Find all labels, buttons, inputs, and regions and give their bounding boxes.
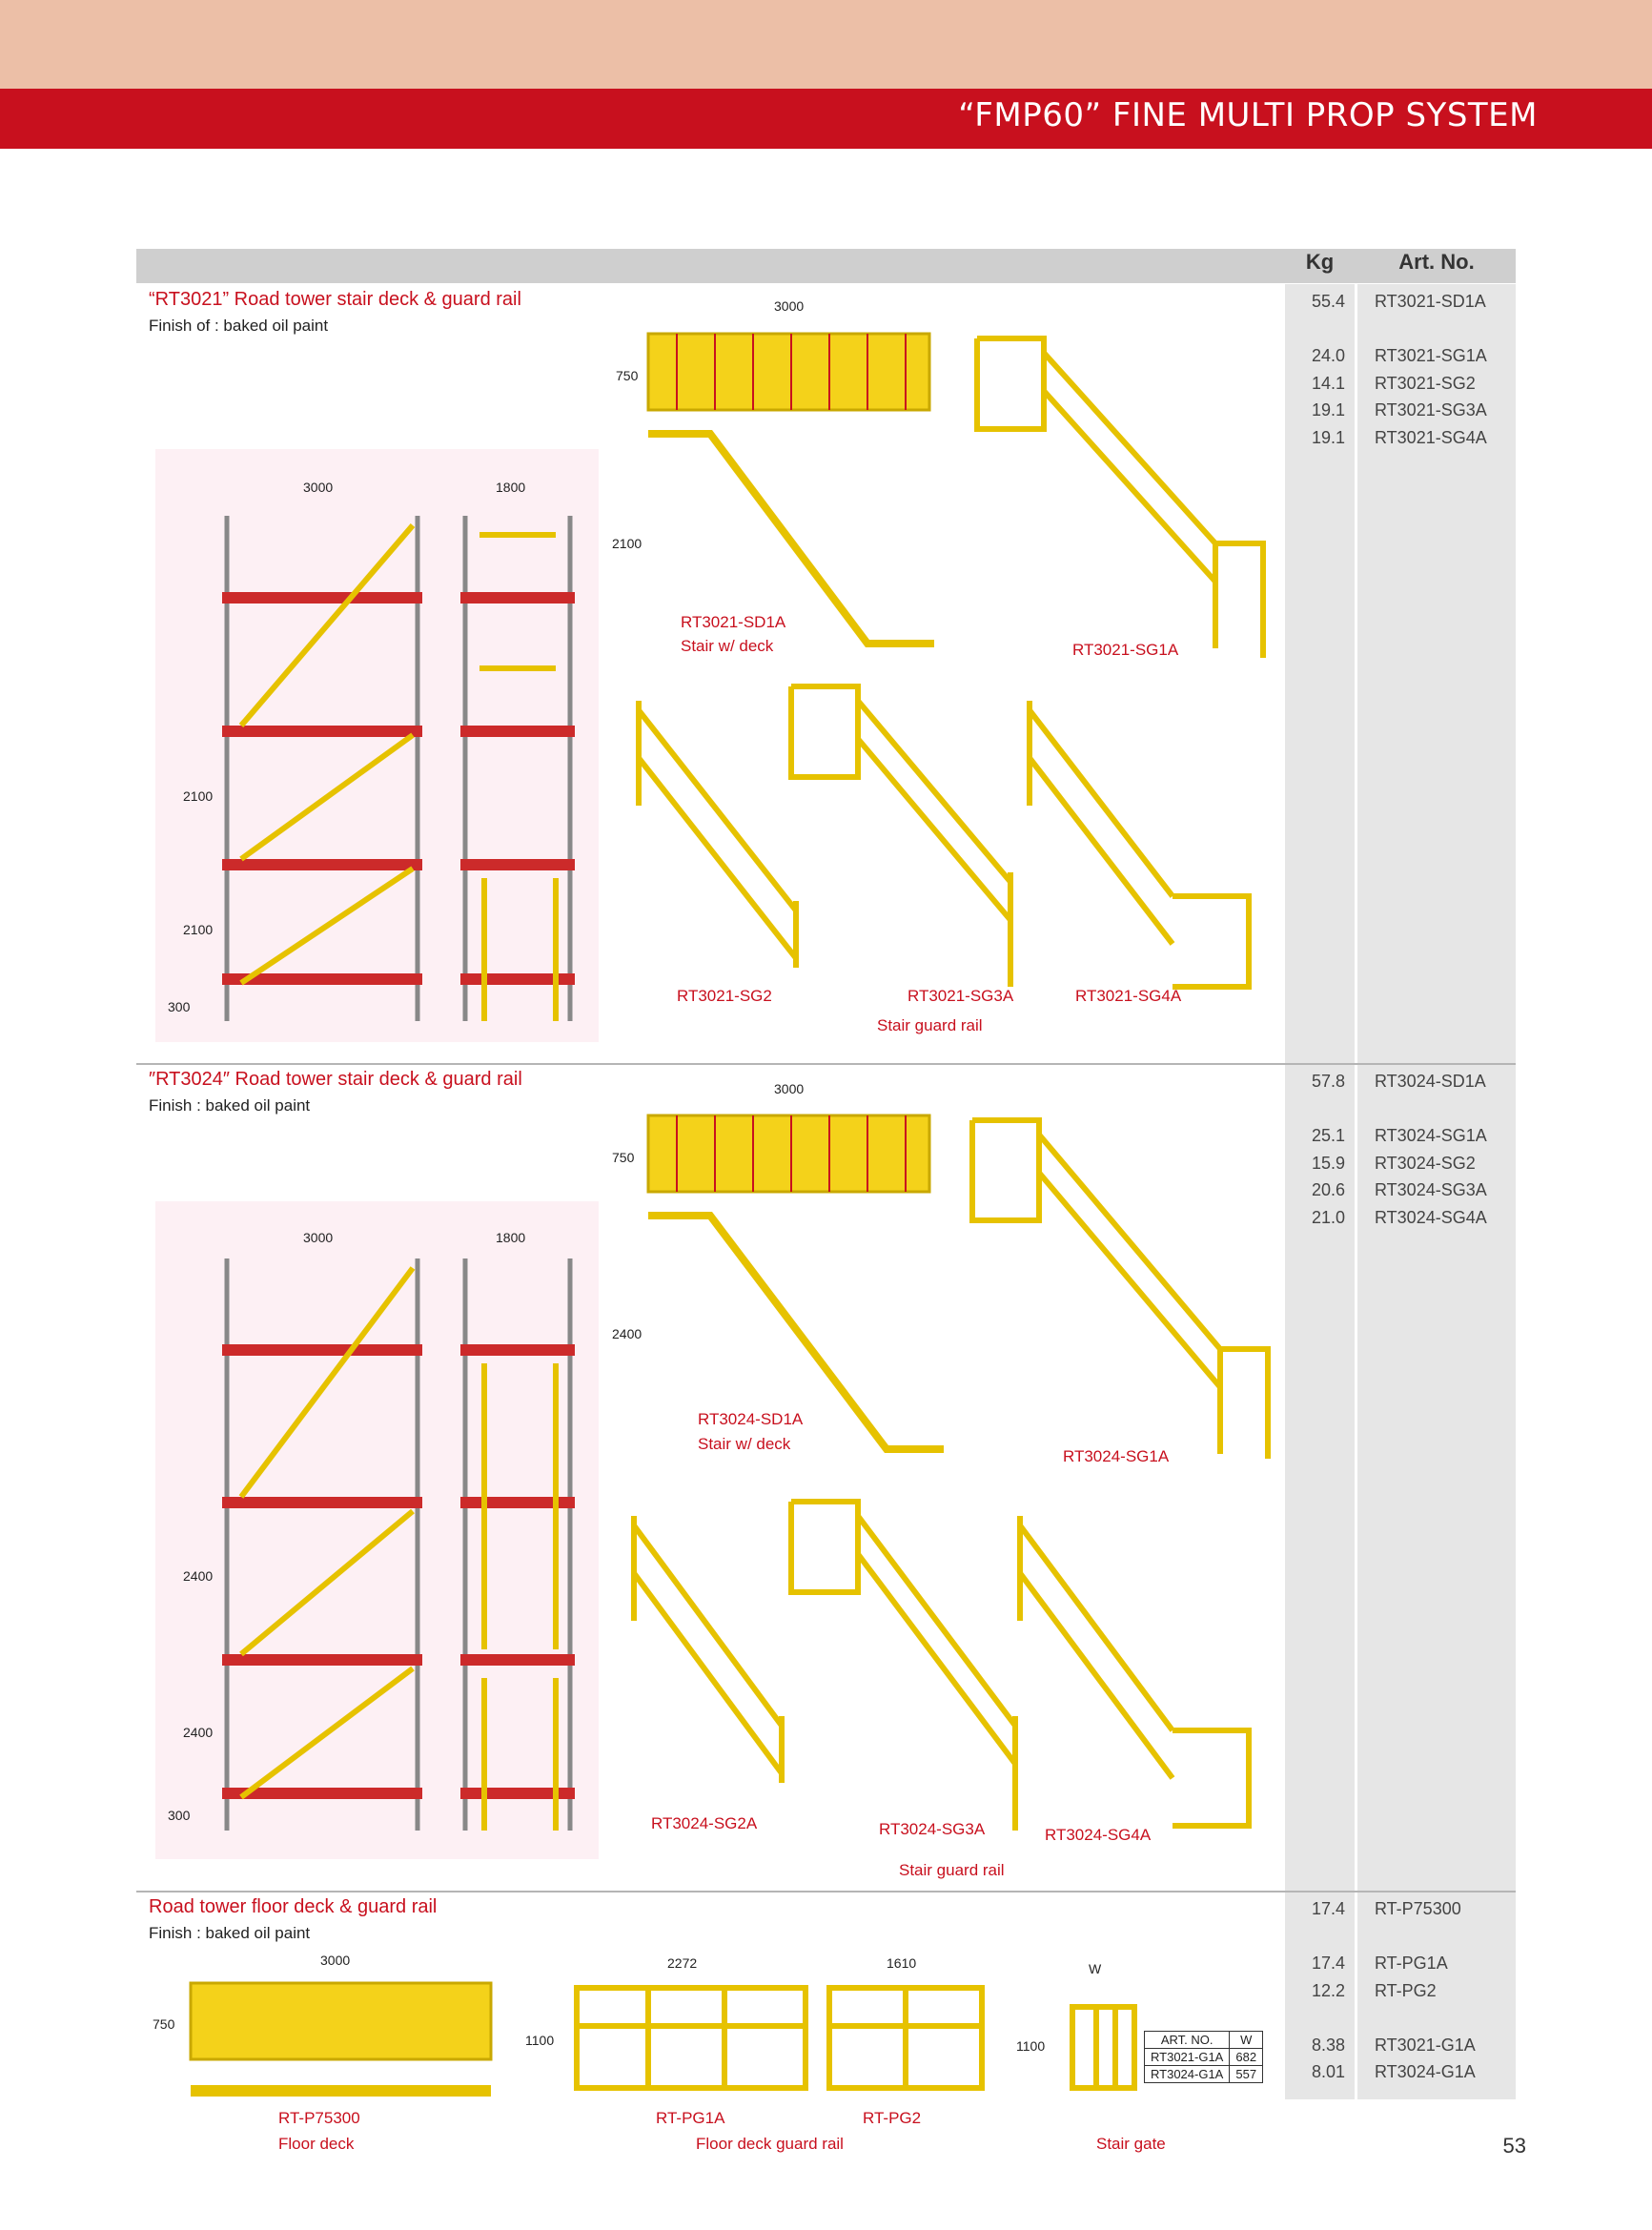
art-values: RT3021-SD1A RT3021-SG1A RT3021-SG2 RT3021-SG3A RT3021-SG4A [1375,292,1487,447]
label-stair-deck: RT3024-SD1A [698,1410,804,1428]
label-floor-deck: RT-P75300 [278,2109,360,2127]
label-guard-rail: RT3024-SG2A [651,1814,758,1832]
label-guard-rail: RT3024-SG3A [879,1820,986,1838]
tower-drawing [155,1201,599,1859]
gate-size-table: ART. NO. W RT3021-G1A 682 RT3024-G1A 557 [1144,2031,1263,2083]
dim-stair-height: 2400 [612,1326,642,1341]
dim-deck-depth: 750 [616,368,639,383]
section-title: ″RT3024″ Road tower stair deck & guard rail [149,1069,522,1090]
guard-rail-drawing [963,1115,1277,1459]
label-floor-guard-rail: RT-PG1A [656,2109,725,2127]
dim-deck-depth: 750 [153,2016,175,2032]
label-floor-guard-rail: RT-PG2 [863,2109,922,2127]
dim-base: 300 [168,1808,191,1823]
label-floor-deck-sub: Floor deck [278,2135,355,2153]
dim-deck-width: 3000 [774,1081,805,1096]
dim-gate-height: 1100 [1016,2038,1046,2054]
dim-gate-width: W [1089,1961,1102,1976]
label-guard-rail: RT3024-SG1A [1063,1447,1170,1465]
dim-rail-width: 2272 [667,1955,698,1971]
dim-deck-depth: 750 [612,1150,635,1165]
page-number: 53 [1502,2134,1526,2158]
stair-gate-drawing [1068,2002,1144,2097]
label-guard-rail: RT3021-SG4A [1075,987,1182,1005]
label-guard-rail: RT3024-SG4A [1045,1826,1152,1844]
section-finish: Finish : baked oil paint [149,1924,311,1942]
top-color-band [0,0,1652,89]
section-finish: Finish : baked oil paint [149,1096,311,1115]
dim-width: 3000 [303,1230,334,1245]
dim-deck-width: 3000 [320,1953,351,1968]
dim-level: 2400 [183,1725,214,1740]
art-no-column-header: Art. No. [1398,250,1475,274]
section-divider [136,1891,1516,1892]
dim-width: 3000 [303,480,334,495]
kg-values: 17.4 17.4 12.2 8.38 8.01 [1311,1899,1345,2081]
dim-level: 2400 [183,1568,214,1584]
label-stair-gate: Stair gate [1096,2135,1166,2153]
label-stair-deck-sub: Stair w/ deck [681,637,774,655]
art-values: RT3024-SD1A RT3024-SG1A RT3024-SG2 RT3024-SG3A RT3024-SG4A [1375,1072,1487,1227]
floor-deck-drawing [186,1978,500,2102]
dim-deck-width: 3000 [774,298,805,314]
floor-guard-rail-drawing [572,1983,991,2097]
dim-width: 1800 [496,1230,526,1245]
kg-values: 55.4 24.0 14.1 19.1 19.1 [1311,292,1345,447]
label-stair-guard-rail: Stair guard rail [877,1016,983,1034]
label-stair-deck-sub: Stair w/ deck [698,1435,791,1453]
guard-rails-drawing [629,682,1258,996]
section-divider [136,1063,1516,1065]
dim-level: 2100 [183,788,214,804]
label-stair-deck: RT3021-SD1A [681,613,786,631]
section-finish: Finish of : baked oil paint [149,317,329,335]
label-guard-rail: RT3021-SG1A [1072,641,1179,659]
section-title: Road tower floor deck & guard rail [149,1896,438,1917]
guard-rails-drawing [624,1497,1263,1850]
guard-rail-drawing [968,334,1273,658]
stair-deck-drawing [620,315,963,658]
label-guard-rail: RT3021-SG3A [908,987,1014,1005]
dim-width: 1800 [496,480,526,495]
dim-base: 300 [168,999,191,1014]
dim-rail-height: 1100 [525,2033,555,2048]
art-values: RT-P75300 RT-PG1A RT-PG2 RT3021-G1A RT3024-G1A [1375,1899,1476,2081]
section-title: “RT3021” Road tower stair deck & guard rail [149,289,521,310]
kg-column-header: Kg [1305,250,1335,274]
stair-deck-drawing [620,1096,963,1459]
tower-drawing [155,449,599,1042]
brand-title: “FMP60” FINE MULTI PROP SYSTEM [958,96,1538,134]
label-guard-rail: RT3021-SG2 [677,987,772,1005]
dim-stair-height: 2100 [612,536,642,551]
label-stair-guard-rail: Stair guard rail [899,1861,1005,1879]
dim-rail-width: 1610 [887,1955,917,1971]
kg-values: 57.8 25.1 15.9 20.6 21.0 [1311,1072,1345,1227]
label-floor-guard-rail-sub: Floor deck guard rail [696,2135,844,2153]
dim-level: 2100 [183,922,214,937]
